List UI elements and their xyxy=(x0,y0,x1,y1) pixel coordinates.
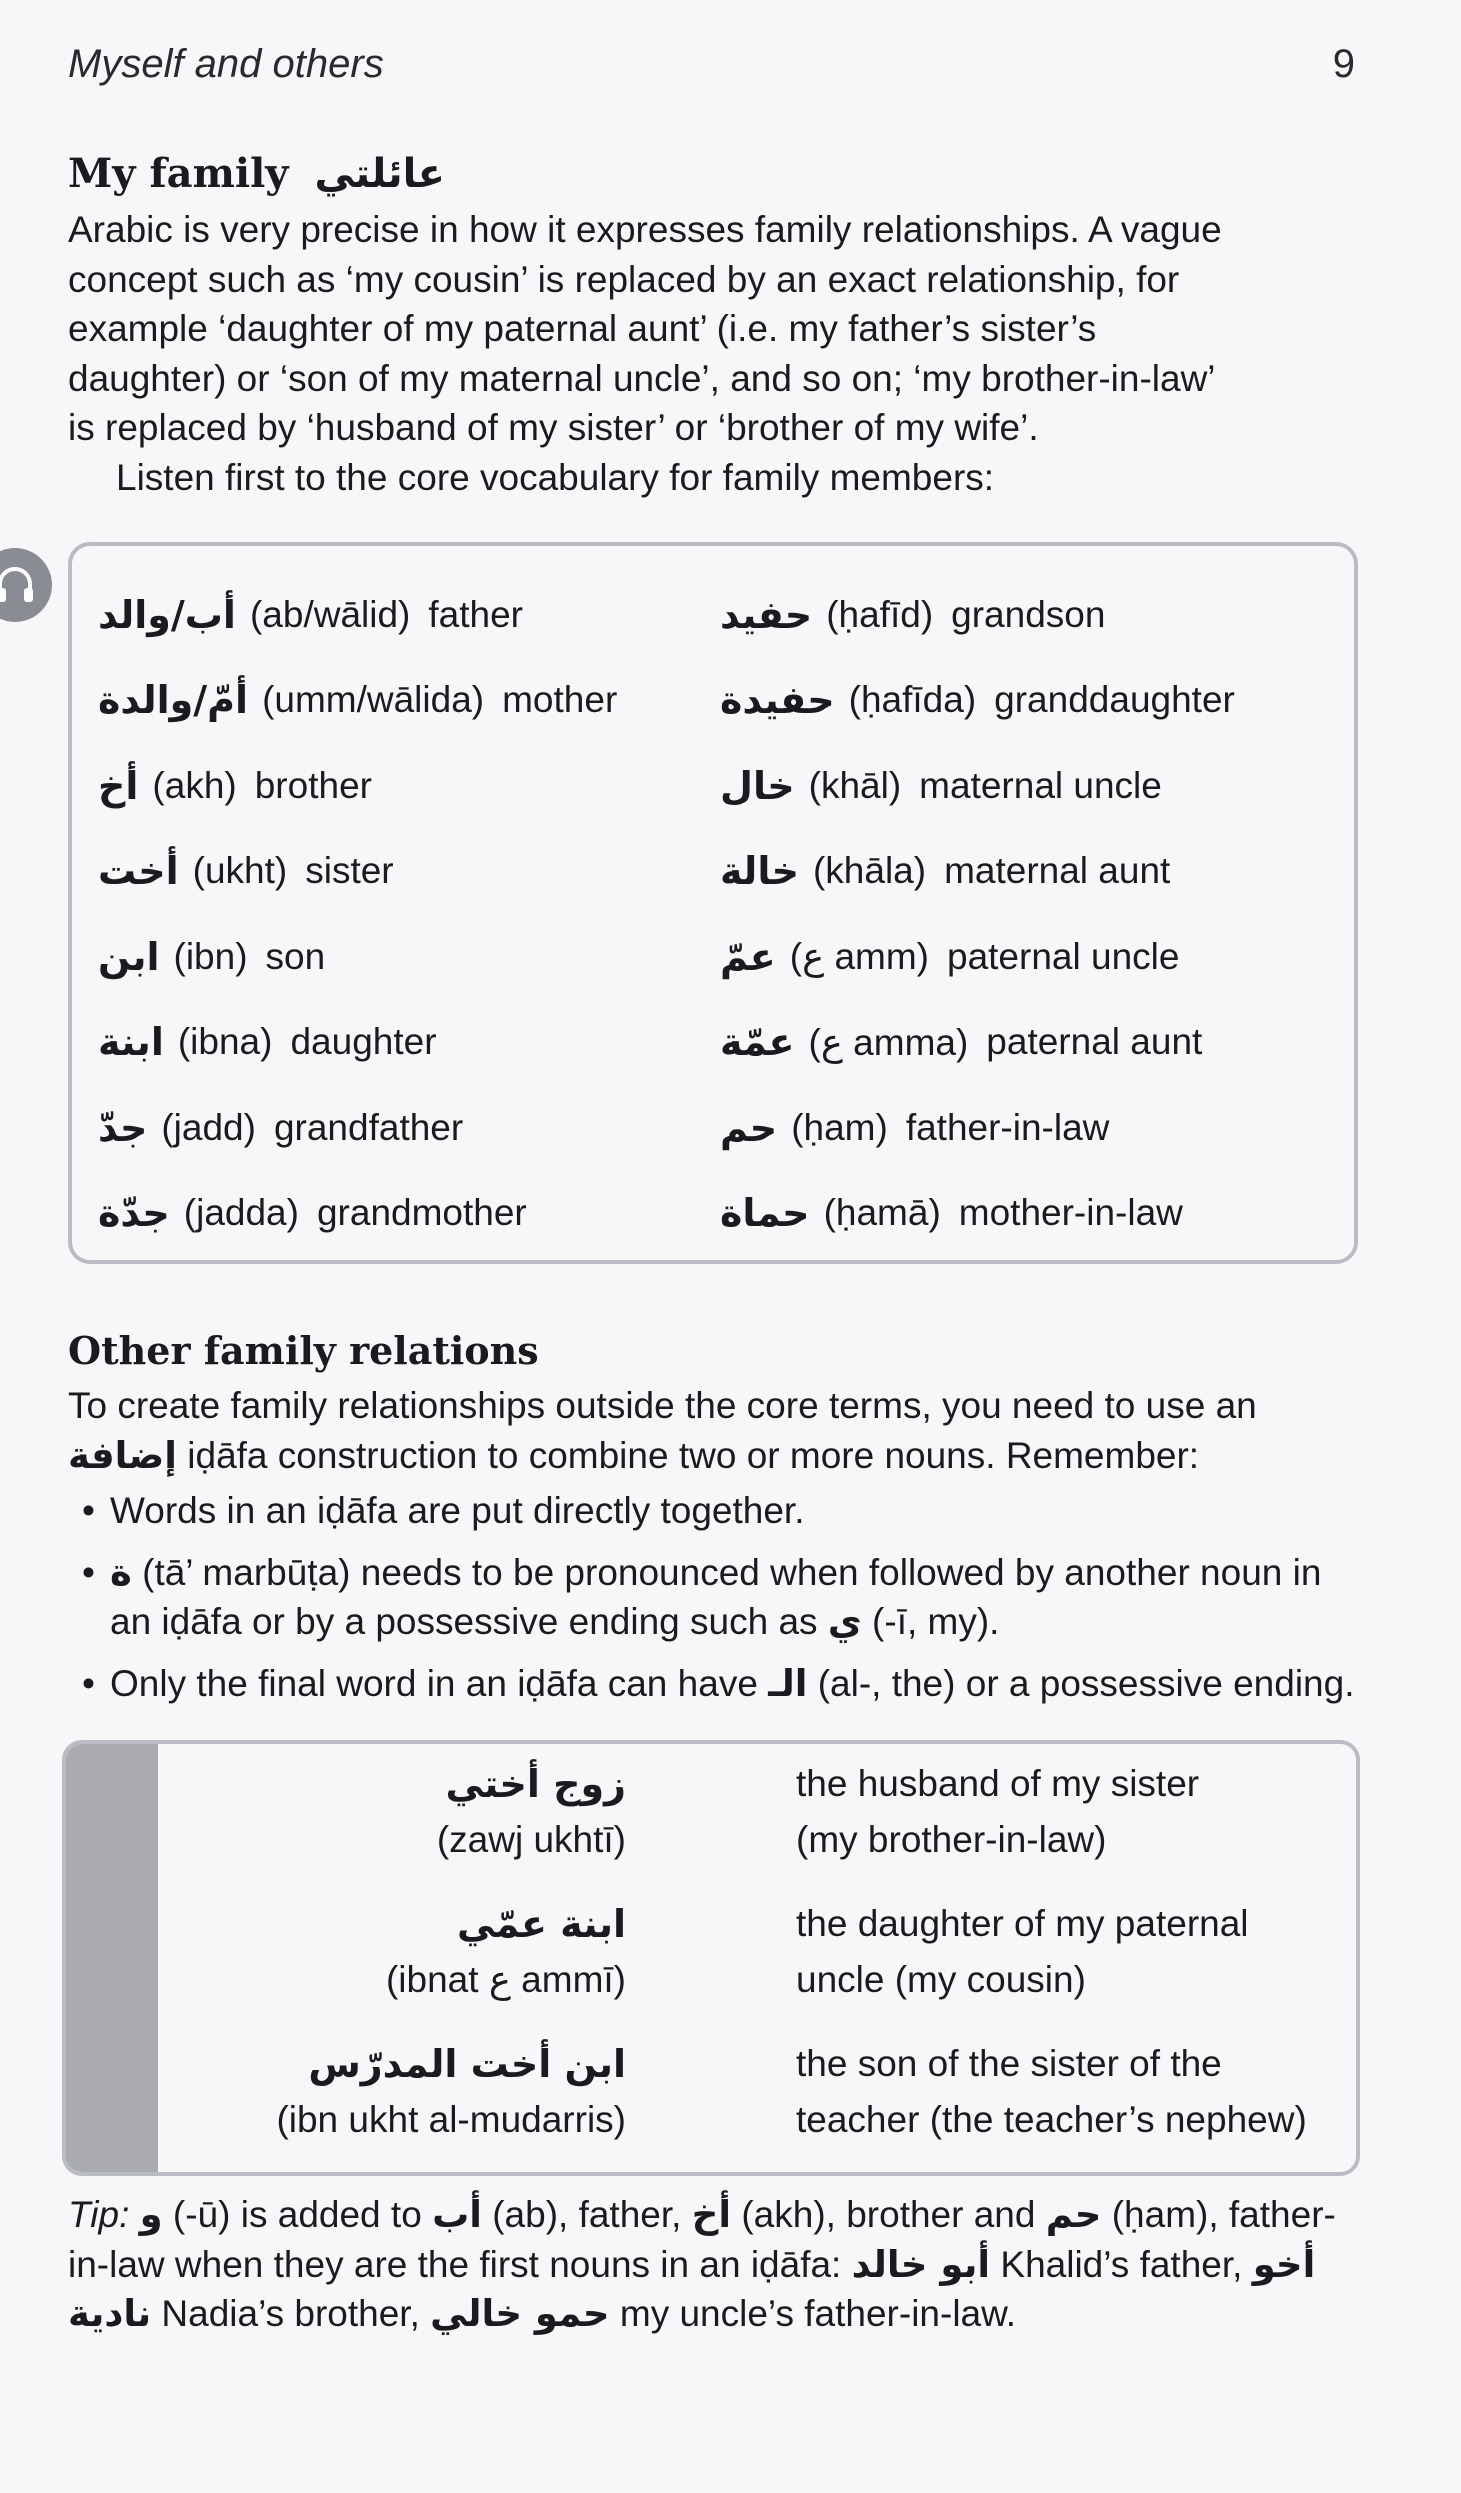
tip-arabic: حمو خالي xyxy=(430,2292,610,2335)
tip-paragraph xyxy=(68,2190,1368,2339)
example-english: the son of the sister of the xyxy=(796,2043,1222,2084)
vocab-transliteration: (akh) xyxy=(152,764,237,806)
vocab-row xyxy=(98,572,617,658)
vocab-row xyxy=(720,914,1235,1000)
tip-text: (ḥam), father-in-law when they are the first nouns in an iḍāfa: xyxy=(68,2194,1336,2285)
example-arabic: زوج أختي xyxy=(445,1762,626,1806)
vocab-arabic: حفيد xyxy=(720,592,813,637)
vocab-row xyxy=(98,1085,617,1171)
vocab-row xyxy=(720,829,1235,915)
bullet-text: (-ī, my). xyxy=(872,1601,1000,1642)
tip-arabic: و xyxy=(139,2193,163,2236)
bullet-item xyxy=(82,1486,1372,1536)
vocab-arabic: أمّ/والدة xyxy=(98,678,249,723)
intro-line: Arabic is very precise in how it expresses family relationships. A vague xyxy=(68,209,1222,250)
vocab-arabic: خال xyxy=(720,763,795,808)
vocab-english: father-in-law xyxy=(905,1106,1110,1148)
bullet-text: Words in an iḍāfa are put directly together. xyxy=(110,1490,805,1531)
vocab-row xyxy=(98,829,617,915)
example-transliteration: (ibn ukht al-mudarris) xyxy=(276,2099,626,2140)
vocab-arabic: ابنة xyxy=(98,1020,164,1065)
audio-headphones-icon[interactable] xyxy=(0,548,52,622)
vocab-english: mother-in-law xyxy=(958,1192,1183,1234)
vocab-arabic: خالة xyxy=(720,849,799,894)
other-relations-paragraph xyxy=(68,1381,1368,1480)
vocab-english: grandfather xyxy=(273,1106,464,1148)
vocab-english: maternal aunt xyxy=(944,850,1171,892)
vocab-english: daughter xyxy=(290,1021,437,1063)
vocab-arabic: عمّ xyxy=(720,934,776,979)
vocab-english: paternal uncle xyxy=(947,935,1180,977)
other-line-2-text: iḍāfa construction to combine two or more nouns. Remember: xyxy=(187,1434,1200,1476)
vocab-transliteration: (ukht) xyxy=(192,850,288,892)
example-english: teacher (the teacher’s nephew) xyxy=(796,2099,1307,2140)
vocab-arabic: ابن xyxy=(98,934,160,979)
section-heading-my-family xyxy=(68,150,445,197)
tip-text: (akh), brother and xyxy=(741,2194,1036,2235)
vocab-transliteration: (ḥafīd) xyxy=(826,593,934,635)
vocab-row xyxy=(98,743,617,829)
vocab-english: grandmother xyxy=(316,1192,527,1234)
example-arabic-block xyxy=(386,1896,626,2008)
example-row xyxy=(158,2024,1356,2164)
vocab-transliteration: (ḥam) xyxy=(791,1106,888,1148)
vocabulary-box xyxy=(68,542,1358,1264)
tip-arabic: أبو خالد xyxy=(851,2242,991,2286)
other-line-1: To create family relationships outside the core terms, you need to use an xyxy=(68,1385,1257,1426)
tip-arabic: أخو نادية xyxy=(68,2242,1316,2335)
tip-text: Khalid’s father, xyxy=(1000,2243,1243,2285)
vocab-row xyxy=(98,1171,617,1257)
other-line-2 xyxy=(68,1431,1368,1481)
tip-text: my uncle’s father-in-law. xyxy=(619,2293,1017,2334)
heading-arabic: عائلتي xyxy=(314,151,445,197)
example-english-block xyxy=(796,1756,1356,1868)
tip-arabic: أب xyxy=(432,2193,482,2236)
vocab-row xyxy=(98,658,617,744)
example-row xyxy=(158,1884,1356,2024)
intro-line: is replaced by ‘husband of my sister’ or ‘brother of my wife’. xyxy=(68,407,1039,448)
vocab-transliteration: (ḥamā) xyxy=(823,1192,941,1234)
vocab-arabic: جدّ xyxy=(98,1105,148,1150)
example-arabic-block xyxy=(276,2036,626,2148)
example-english: the husband of my sister xyxy=(796,1763,1200,1804)
vocab-transliteration: (ع amma) xyxy=(808,1021,969,1063)
vocab-english: granddaughter xyxy=(994,679,1235,721)
bullet-item xyxy=(82,1659,1372,1709)
vocab-arabic: أخت xyxy=(98,849,179,894)
example-english-block xyxy=(796,2036,1356,2148)
example-english: the daughter of my paternal xyxy=(796,1903,1249,1944)
example-arabic: ابنة عمّي xyxy=(457,1902,626,1946)
page-number: 9 xyxy=(1332,42,1355,86)
vocab-transliteration: (ab/wālid) xyxy=(249,593,411,635)
vocab-arabic: عمّة xyxy=(720,1020,795,1065)
vocab-arabic: أب/والد xyxy=(98,592,236,637)
vocab-transliteration: (khāl) xyxy=(808,764,902,806)
bullet-text: Only the final word in an iḍāfa can have xyxy=(110,1662,758,1704)
ya-arabic: ي xyxy=(827,1600,862,1643)
heading-text: My family xyxy=(68,150,289,197)
vocab-english: paternal aunt xyxy=(986,1021,1203,1063)
vocab-english: father xyxy=(428,593,523,635)
vocab-english: brother xyxy=(254,764,372,806)
intro-line: concept such as ‘my cousin’ is replaced by an exact relationship, for xyxy=(68,258,1180,300)
vocab-english: son xyxy=(265,935,326,977)
tip-arabic: حم xyxy=(1045,2193,1102,2236)
example-english: uncle (my cousin) xyxy=(796,1959,1086,2000)
example-english: (my brother-in-law) xyxy=(796,1819,1107,1860)
section-heading-other-relations: Other family relations xyxy=(68,1328,539,1373)
vocab-english: grandson xyxy=(951,593,1106,635)
tip-text: (-ū) is added to xyxy=(172,2194,422,2235)
vocab-row xyxy=(720,1171,1235,1257)
vocabulary-column-left xyxy=(98,572,617,1256)
rules-bullet-list xyxy=(82,1486,1372,1720)
family-intro-paragraph xyxy=(68,205,1368,502)
vocab-row xyxy=(720,743,1235,829)
vocab-transliteration: (ḥafīda) xyxy=(848,679,977,721)
bullet-item xyxy=(82,1548,1372,1647)
listen-instruction: Listen first to the core vocabulary for family members: xyxy=(116,456,995,498)
intro-line: example ‘daughter of my paternal aunt’ (i.e. my father’s sister’s xyxy=(68,308,1097,349)
tip-arabic: أخ xyxy=(691,2193,732,2236)
vocab-transliteration: (khāla) xyxy=(812,850,927,892)
vocab-english: mother xyxy=(502,679,618,721)
idafa-examples-box xyxy=(62,1740,1360,2176)
intro-line: daughter) or ‘son of my maternal uncle’, and so on; ‘my brother-in-law’ xyxy=(68,357,1216,399)
vocabulary-column-right xyxy=(720,572,1235,1256)
vocab-transliteration: (jadd) xyxy=(161,1106,256,1148)
example-transliteration: (zawj ukhtī) xyxy=(436,1819,626,1860)
example-row xyxy=(158,1744,1356,1884)
example-english-block xyxy=(796,1896,1356,2008)
vocab-arabic: أخ xyxy=(98,763,139,808)
tip-text: Nadia’s brother, xyxy=(161,2293,420,2334)
vocab-row xyxy=(720,1000,1235,1086)
vocab-row xyxy=(720,572,1235,658)
vocab-english: sister xyxy=(305,850,394,892)
vocab-row xyxy=(720,1085,1235,1171)
bullet-text: (al-, the) or a possessive ending. xyxy=(817,1662,1355,1704)
vocab-transliteration: (ibn) xyxy=(173,935,248,977)
vocab-row xyxy=(98,1000,617,1086)
example-transliteration: (ibnat ع ammī) xyxy=(385,1959,626,2000)
example-arabic: ابن أخت المدرّس xyxy=(308,2042,626,2086)
vocab-english: maternal uncle xyxy=(919,764,1162,806)
idafa-arabic: إضافة xyxy=(68,1433,177,1477)
example-arabic-block xyxy=(437,1756,626,1868)
vocab-arabic: حم xyxy=(720,1105,778,1150)
vocab-row xyxy=(720,658,1235,744)
page-header-title: Myself and others xyxy=(68,42,384,86)
vocab-arabic: جدّة xyxy=(98,1191,170,1236)
al-arabic: الـ xyxy=(768,1661,808,1705)
vocab-transliteration: (jadda) xyxy=(183,1192,299,1234)
vocab-arabic: حماة xyxy=(720,1191,810,1236)
vocab-row xyxy=(98,914,617,1000)
vocab-transliteration: (ع amm) xyxy=(789,936,929,978)
box-side-bar xyxy=(66,1744,158,2172)
ta-marbuta-arabic: ة xyxy=(110,1550,132,1594)
vocab-arabic: حفيدة xyxy=(720,678,835,723)
vocab-transliteration: (umm/wālida) xyxy=(262,679,485,721)
tip-label: Tip: xyxy=(68,2194,130,2235)
bullet-text: (tā’ marbūṭa) needs to be pronounced when followed by another noun in an iḍāfa or by a possessive ending such as xyxy=(110,1551,1322,1642)
tip-text: (ab), father, xyxy=(492,2194,682,2235)
vocab-transliteration: (ibna) xyxy=(177,1021,273,1063)
